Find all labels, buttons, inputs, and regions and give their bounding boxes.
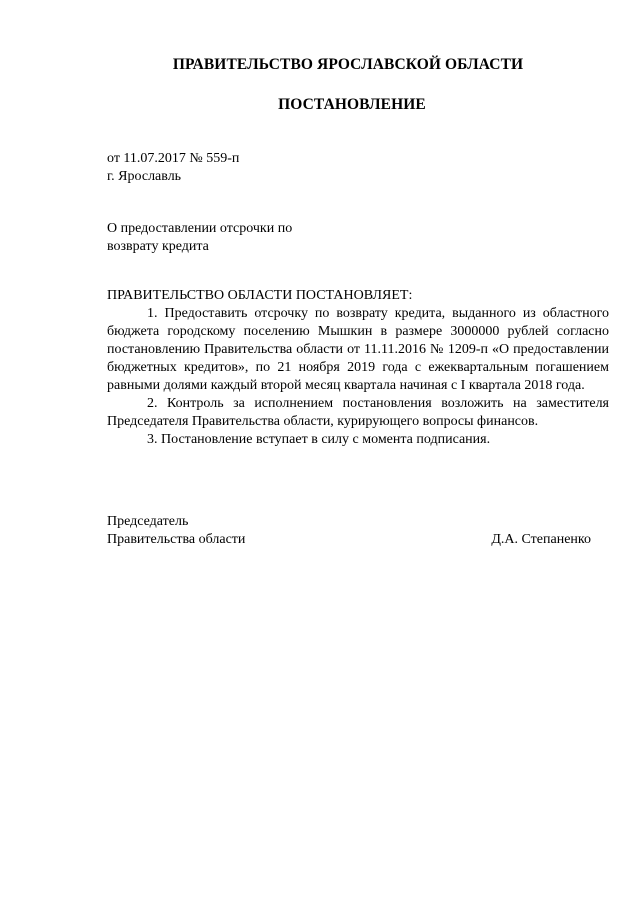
signatory-position-line-1: Председатель (107, 514, 189, 529)
subject-line-1: О предоставлении отсрочки по (107, 221, 293, 236)
document-subject (107, 220, 367, 256)
subject-line-2: возврату кредита (107, 239, 209, 254)
government-title: ПРАВИТЕЛЬСТВО ЯРОСЛАВСКОЙ ОБЛАСТИ (172, 56, 524, 73)
document-city: г. Ярославль (107, 169, 182, 184)
decree-item-3: 3. Постановление вступает в силу с момента подписания. (147, 432, 491, 447)
decree-item-1: 1. Предоставить отсрочку по возврату кредита, выданного из областного бюджета городскому поселению Мышкин в размере 3000000 рублей согласно постановлению Правительства области от 11.11.2016 № 1209-п «О предоставлении бюджетных кредитов», по 21 ноября 2019 года с ежеквартальным погашением равными долями каждый второй месяц квартала начиная с I квартала 2018 года. (107, 306, 609, 393)
document-type-title: ПОСТАНОВЛЕНИЕ (278, 96, 426, 113)
signature-block (107, 513, 591, 549)
decree-item-2: 2. Контроль за исполнением постановления возложить на заместителя Председателя Правительства области, курирующего вопросы финансов. (107, 396, 609, 429)
document-date-number: от 11.07.2017 № 559-п (107, 151, 240, 166)
signature-row (107, 531, 591, 549)
decree-lead: ПРАВИТЕЛЬСТВО ОБЛАСТИ ПОСТАНОВЛЯЕТ: (107, 288, 413, 303)
signatory-name: Д.А. Степаненко (491, 532, 591, 547)
decree-body (107, 287, 609, 449)
signatory-position-line-2: Правительства области (107, 532, 246, 547)
